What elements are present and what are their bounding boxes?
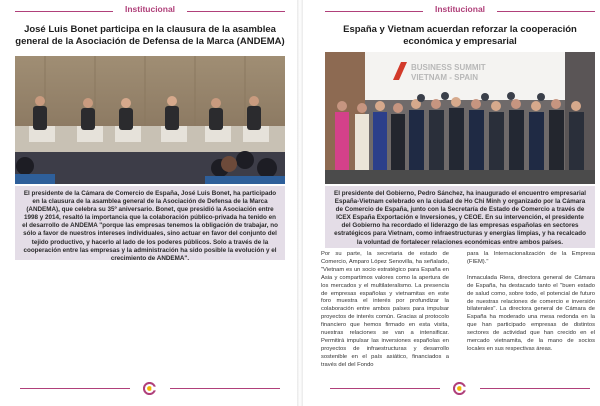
photo-caption: El presidente de la Cámara de Comercio de España, José Luis Bonet, ha participado en la clausura de la asamblea general de la Asociación de Defensa de la Marca (ANDEMA), que celebra su 35º aniversario. Bonet, que presidió la Asociación entre 1998 y 2014, resaltó la importancia que la colaboración público-privada ha tenido en el desarrollo de ANDEMA "porque las empresas tenemos la obligación de trabajar, no sólo a favor de nuestros intereses individuales, sino actuar en favor del conjunto del tejido productivo, y hacerlo al lado de los poderes públicos. Solo a través de la cooperación entre las empresas y la administración ha sido posible la evolución y el crecimiento de ANDEMA". bbox=[15, 186, 285, 260]
camara-logo-icon bbox=[143, 382, 156, 395]
section-label: Institucional bbox=[434, 4, 486, 14]
footer-rule-right bbox=[480, 388, 590, 389]
footer-rule-left bbox=[330, 388, 440, 389]
section-tag bbox=[5, 4, 295, 18]
article-headline: José Luis Bonet participa en la clausura de la asamblea general de la Asociación de Defensa de la Marca (ANDEMA) bbox=[15, 24, 285, 47]
footer-rule-right bbox=[170, 388, 280, 389]
body-column-1: Por su parte, la secretaria de estado de Comercio, Amparo López Senovilla, ha señalado, "Vietnam es un socio estratégico para España en Asia y compartimos valores como la apertura de los mercados y el multilateralismo. La presencia de empresas españolas y vietnamitas en este foro muestra el interés por profundizar la colaboración entre ambos países para impulsar proyectos de interés común. Gracias al protocolo financiero que hemos firmado en esta visita, nuestras relaciones se van a intensificar. Permitirá impulsar las inversiones españolas en proyectos de infraestructuras y desarrollo sostenible en el país asiático, financiados a través del del Fondo bbox=[321, 251, 449, 368]
camara-logo-icon bbox=[453, 382, 466, 395]
page-footer bbox=[315, 382, 600, 396]
footer-rule-left bbox=[20, 388, 130, 389]
section-rule-right bbox=[497, 11, 595, 12]
summit-photo bbox=[325, 52, 595, 184]
body-paragraph: Inmaculada Riera, directora general de Cámara de España, ha destacado tanto el "buen estado de salud como, sobre todo, el potencial de futuro de nuestras relaciones de comercio e inversión bilaterales". La directora general de Cámara de España ha moderado una mesa redonda en la que han participado empresas de distintos sectores de actividad que han crecido en el mercado vietnamita, de la mano de socios locales en sus respectivas áreas. bbox=[467, 274, 595, 352]
left-page bbox=[5, 0, 295, 406]
banner-line-2: VIETNAM - SPAIN bbox=[411, 73, 478, 82]
body-column-2 bbox=[467, 251, 595, 354]
body-paragraph: para la Internacionalización de la Empresa (FIEM)." bbox=[467, 251, 595, 265]
photo-caption: El presidente del Gobierno, Pedro Sánchez, ha inaugurado el encuentro empresarial España-Vietnam celebrado en la ciudad de Ho Chi Minh y organizado por la Cámara de Comercio de España, junto con la Secretaría de Estado de Comercio a través de ICEX España Exportación e Inversiones, y CEOE. En su intervención, el presidente del Gobierno ha recordado el liderazgo de las empresas españolas en sectores estratégicos para Vietnam, como infraestructuras y energías limpias, y ha recalcado la voluntad de fortalecer relaciones económicas entre ambos países. bbox=[325, 186, 595, 248]
right-page bbox=[315, 0, 600, 406]
page-gutter bbox=[297, 0, 303, 406]
article-headline: España y Vietnam acuerdan reforzar la cooperación económica y empresarial bbox=[343, 24, 577, 47]
page-footer bbox=[5, 382, 295, 396]
conference-photo bbox=[15, 56, 285, 184]
section-label: Institucional bbox=[124, 4, 176, 14]
section-tag bbox=[315, 4, 600, 18]
section-rule-right bbox=[187, 11, 285, 12]
banner-line-1: BUSINESS SUMMIT bbox=[411, 63, 486, 72]
article-photo bbox=[325, 52, 595, 184]
article-photo bbox=[15, 56, 285, 184]
